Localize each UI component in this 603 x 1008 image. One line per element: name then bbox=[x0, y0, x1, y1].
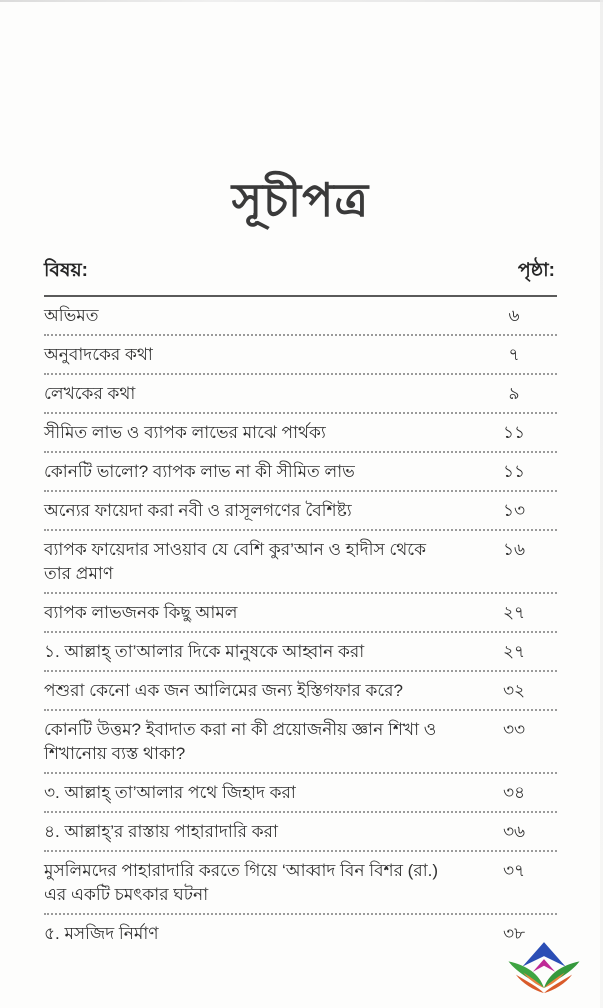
toc-row bbox=[44, 915, 557, 952]
toc-entry-title: মুসলিমদের পাহারাদারি করতে গিয়ে ‘আব্বাদ বিন বিশর (রা.) এর একটি চমৎকার ঘটনা bbox=[44, 861, 439, 904]
toc-header bbox=[44, 256, 557, 297]
toc-entry-title: ব্যাপক ফায়েদার সাওয়াব যে বেশি কুর’আন ও হাদীস থেকে তার প্রমাণ bbox=[44, 540, 427, 583]
toc-entry-page: ৩৩ bbox=[502, 720, 526, 739]
toc-entry-title: অভিমত bbox=[44, 306, 99, 325]
toc-row bbox=[44, 711, 557, 774]
toc-entry-title: ৩. আল্লাহ্ তা’আলার পথে জিহাদ করা bbox=[44, 783, 296, 802]
toc-row bbox=[44, 594, 557, 633]
toc-entry-page: ১১ bbox=[502, 423, 526, 442]
toc-entry-title: ৫. মসজিদ নির্মাণ bbox=[44, 924, 159, 943]
toc-entry-title: কোনটি ভালো? ব্যাপক লাভ না কী সীমিত লাভ bbox=[44, 462, 355, 481]
toc-entry-title: কোনটি উত্তম? ইবাদাত করা না কী প্রয়োজনীয় জ্ঞান শিখা ও শিখানোয় ব্যস্ত থাকা? bbox=[44, 720, 437, 763]
toc-entry-page: ৬ bbox=[508, 306, 520, 325]
table-of-contents bbox=[44, 256, 557, 952]
toc-entry-page: ৭ bbox=[508, 345, 520, 364]
toc-entry-page: ৩৭ bbox=[502, 861, 526, 880]
toc-page-header: পৃষ্ঠা: bbox=[517, 260, 555, 281]
toc-row bbox=[44, 453, 557, 492]
toc-entry-page: ১১ bbox=[502, 462, 526, 481]
toc-entry-title: ৪. আল্লাহ্’র রাস্তায় পাহারাদারি করা bbox=[44, 822, 278, 841]
toc-row bbox=[44, 492, 557, 531]
toc-entry-page: ৯ bbox=[508, 384, 520, 403]
toc-entry-page: ৩৮ bbox=[502, 924, 526, 943]
toc-row bbox=[44, 531, 557, 594]
page-title: সূচীপত্র bbox=[231, 174, 370, 226]
toc-row bbox=[44, 297, 557, 336]
toc-row bbox=[44, 633, 557, 672]
toc-row bbox=[44, 813, 557, 852]
toc-subject-header: বিষয়: bbox=[44, 260, 89, 281]
toc-row bbox=[44, 852, 557, 915]
toc-entry-page: ১৬ bbox=[502, 540, 526, 559]
toc-entry-title: পশুরা কেনো এক জন আলিমের জন্য ইস্তিগফার করে? bbox=[44, 681, 403, 700]
logo-chevron-shape bbox=[533, 959, 555, 972]
toc-row bbox=[44, 774, 557, 813]
toc-entry-page: ১৩ bbox=[502, 501, 526, 520]
publisher-logo-icon bbox=[507, 940, 581, 996]
toc-row bbox=[44, 672, 557, 711]
toc-entry-title: অন্যের ফায়েদা করা নবী ও রাসূলগণের বৈশিষ্ট্য bbox=[44, 501, 352, 520]
toc-entry-title: সীমিত লাভ ও ব্যাপক লাভের মাঝে পার্থক্য bbox=[44, 423, 326, 442]
toc-rows bbox=[44, 297, 557, 952]
toc-row bbox=[44, 375, 557, 414]
toc-entry-title: ১. আল্লাহ্ তা’আলার দিকে মানুষকে আহ্বান করা bbox=[44, 642, 365, 661]
toc-entry-page: ৩২ bbox=[502, 681, 526, 700]
toc-entry-page: ৩৬ bbox=[502, 822, 526, 841]
toc-entry-page: ৩৪ bbox=[502, 783, 526, 802]
scan-top-edge bbox=[0, 0, 603, 2]
toc-row bbox=[44, 336, 557, 375]
toc-entry-page: ২৭ bbox=[502, 603, 526, 622]
toc-row bbox=[44, 414, 557, 453]
toc-entry-page: ২৭ bbox=[502, 642, 526, 661]
toc-entry-title: অনুবাদকের কথা bbox=[44, 345, 153, 364]
toc-entry-title: লেখকের কথা bbox=[44, 384, 136, 403]
toc-entry-title: ব্যাপক লাভজনক কিছু আমল bbox=[44, 603, 238, 622]
